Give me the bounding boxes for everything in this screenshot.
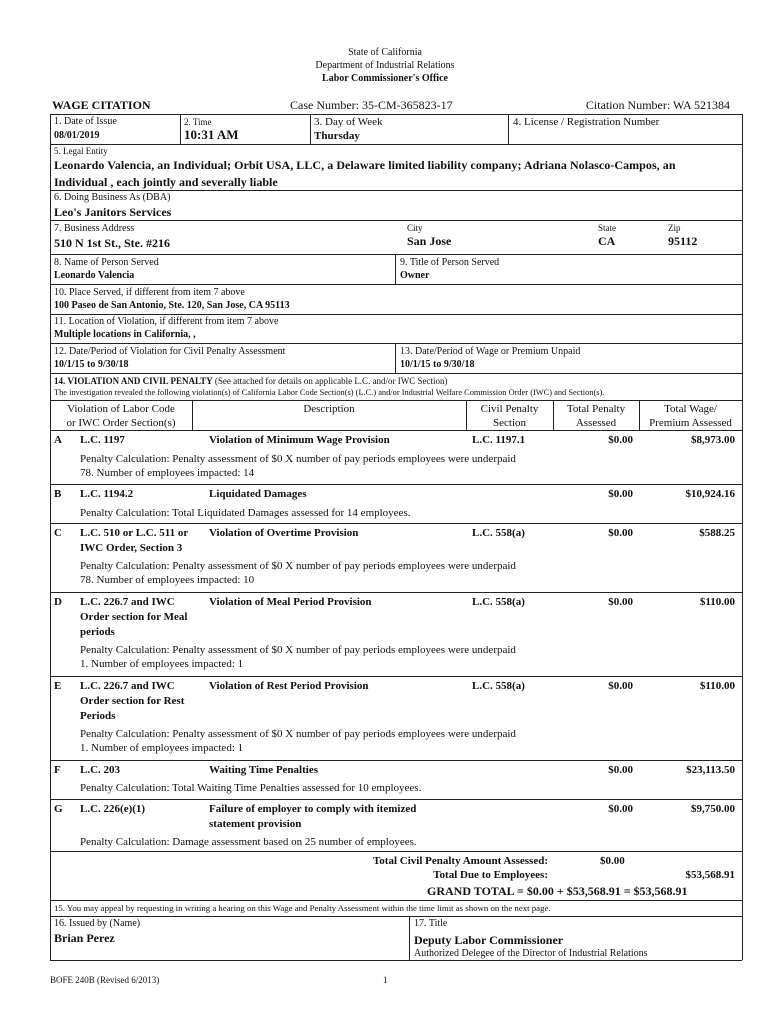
- violation-code: L.C. 1197: [80, 434, 125, 446]
- total-penalty: $0.00: [608, 680, 633, 692]
- penalty-calculation-detail: 1. Number of employees impacted: 1: [80, 742, 244, 754]
- title-label: 17. Title: [414, 918, 448, 929]
- legal-entity-line2: Individual , each jointly and severally liable: [54, 175, 278, 189]
- total-civil-penalty-value: $0.00: [600, 855, 625, 867]
- citation-number: Citation Number: WA 521384: [585, 98, 730, 112]
- violation-code: L.C. 1194.2: [80, 488, 134, 500]
- section14-subtext: The investigation revealed the following violation(s) of California Labor Code Section(s) (L.C.) and/or Industrial Welfare Commission Order (IWC) and Section(s).: [54, 388, 605, 397]
- penalty-calculation: Penalty Calculation: Penalty assessment of $0 X number of pay periods employees were underpaid: [80, 644, 516, 656]
- violation-letter: B: [54, 488, 62, 500]
- header-office: Labor Commissioner's Office: [322, 73, 448, 84]
- col-violation-header-2: or IWC Order Section(s): [66, 417, 176, 429]
- penalty-calculation-detail: 78. Number of employees impacted: 14: [80, 467, 255, 479]
- violation-code-line2: Order section for Rest: [80, 695, 185, 707]
- zip-value: 95112: [668, 234, 698, 248]
- violation-description: Violation of Minimum Wage Provision: [209, 434, 390, 446]
- violation-description: Violation of Rest Period Provision: [209, 680, 369, 692]
- total-penalty: $0.00: [608, 803, 633, 815]
- place-served-label: 10. Place Served, if different from item 7 above: [54, 287, 245, 298]
- business-address-value: 510 N 1st St., Ste. #216: [54, 236, 170, 250]
- total-wage: $23,113.50: [686, 764, 735, 776]
- col-wage-header-2: Premium Assessed: [649, 417, 732, 429]
- license-label: 4. License / Registration Number: [513, 116, 660, 128]
- civil-penalty-section: L.C. 558(a): [472, 527, 525, 539]
- total-penalty: $0.00: [608, 764, 633, 776]
- violation-code-line2: IWC Order, Section 3: [80, 542, 183, 554]
- total-wage: $9,750.00: [691, 803, 735, 815]
- total-due-employees-label: Total Due to Employees:: [433, 869, 548, 881]
- col-civil-header-1: Civil Penalty: [480, 403, 539, 415]
- total-wage: $8,973.00: [691, 434, 735, 446]
- title-value: Deputy Labor Commissioner: [414, 933, 564, 947]
- title-served-label: 9. Title of Person Served: [400, 257, 500, 268]
- violation-letter: D: [54, 596, 62, 608]
- col-description-header: Description: [303, 403, 355, 415]
- day-of-week-label: 3. Day of Week: [314, 116, 383, 128]
- grand-total: GRAND TOTAL = $0.00 + $53,568.91 = $53,568.91: [427, 884, 688, 898]
- business-address-label: 7. Business Address: [54, 223, 135, 234]
- col-total-header-2: Assessed: [575, 417, 617, 429]
- section14-heading-note: (See attached for details on applicable L.C. and/or IWC Section): [212, 376, 448, 386]
- violation-code: L.C. 226(e)(1): [80, 803, 146, 815]
- section14-heading: [54, 376, 448, 386]
- time-value: 10:31 AM: [184, 127, 239, 142]
- violation-code: L.C. 226.7 and IWC: [80, 680, 175, 692]
- violation-code: L.C. 510 or L.C. 511 or: [80, 527, 189, 539]
- form-id: BOFE 240B (Revised 6/2013): [50, 975, 160, 985]
- col-violation-header-1: Violation of Labor Code: [67, 403, 175, 415]
- wage-period-value: 10/1/15 to 9/30/18: [400, 359, 475, 370]
- dba-label: 6. Doing Business As (DBA): [54, 192, 171, 203]
- total-wage: $10,924.16: [685, 488, 735, 500]
- city-value: San Jose: [407, 234, 452, 248]
- appeal-notice: 15. You may appeal by requesting in writing a hearing on this Wage and Penalty Assessment within the time limit as shown on the next page.: [54, 903, 551, 913]
- city-label: City: [407, 223, 423, 233]
- penalty-calculation: Penalty Calculation: Penalty assessment of $0 X number of pay periods employees were underpaid: [80, 560, 516, 572]
- page-number: 1: [383, 975, 388, 985]
- civil-period-label: 12. Date/Period of Violation for Civil Penalty Assessment: [54, 346, 286, 357]
- legal-entity-label: 5. Legal Entity: [54, 146, 108, 156]
- violation-description-line2: statement provision: [209, 818, 302, 830]
- total-penalty: $0.00: [608, 527, 633, 539]
- violation-code-line3: Periods: [80, 710, 116, 722]
- total-wage: $588.25: [699, 527, 735, 539]
- issued-by-value: Brian Perez: [54, 931, 115, 945]
- violation-code: L.C. 203: [80, 764, 121, 776]
- violation-letter: G: [54, 803, 63, 815]
- total-penalty: $0.00: [608, 434, 633, 446]
- civil-penalty-section: L.C. 558(a): [472, 680, 525, 692]
- violation-description: Violation of Meal Period Provision: [209, 596, 372, 608]
- case-number: Case Number: 35-CM-365823-17: [290, 98, 453, 112]
- total-penalty: $0.00: [608, 596, 633, 608]
- violation-letter: E: [54, 680, 62, 692]
- header-department: Department of Industrial Relations: [315, 60, 455, 71]
- wage-citation-title: WAGE CITATION: [52, 98, 151, 112]
- penalty-calculation: Penalty Calculation: Total Liquidated Damages assessed for 14 employees.: [80, 507, 411, 519]
- civil-penalty-section: L.C. 558(a): [472, 596, 525, 608]
- date-of-issue-value: 08/01/2019: [54, 130, 100, 141]
- violation-description: Liquidated Damages: [209, 488, 307, 500]
- violation-letter: C: [54, 527, 62, 539]
- violation-letter: F: [54, 764, 61, 776]
- violation-code-line3: periods: [80, 626, 115, 638]
- state-value: CA: [598, 234, 616, 248]
- zip-label: Zip: [668, 223, 681, 233]
- col-wage-header-1: Total Wage/: [664, 403, 717, 415]
- penalty-calculation: Penalty Calculation: Damage assessment based on 25 number of employees.: [80, 836, 417, 848]
- violation-code: L.C. 226.7 and IWC: [80, 596, 175, 608]
- time-label: 2. Time: [184, 117, 212, 127]
- penalty-calculation-detail: 1. Number of employees impacted: 1: [80, 658, 244, 670]
- person-served-value: Leonardo Valencia: [54, 270, 135, 281]
- date-of-issue-label: 1. Date of Issue: [54, 116, 117, 127]
- state-label: State: [598, 223, 616, 233]
- civil-period-value: 10/1/15 to 9/30/18: [54, 359, 129, 370]
- violation-code-line2: Order section for Meal: [80, 611, 188, 623]
- civil-penalty-section: L.C. 1197.1: [472, 434, 526, 446]
- penalty-calculation: Penalty Calculation: Penalty assessment of $0 X number of pay periods employees were underpaid: [80, 453, 516, 465]
- violation-description: Waiting Time Penalties: [209, 764, 318, 776]
- total-penalty: $0.00: [608, 488, 633, 500]
- col-civil-header-2: Section: [493, 417, 526, 429]
- violation-letter: A: [54, 434, 62, 446]
- title-served-value: Owner: [400, 270, 430, 281]
- dba-value: Leo's Janitors Services: [54, 205, 172, 219]
- header-state: State of California: [348, 47, 422, 58]
- penalty-calculation: Penalty Calculation: Total Waiting Time Penalties assessed for 10 employees.: [80, 782, 422, 794]
- total-wage: $110.00: [699, 680, 735, 692]
- person-served-label: 8. Name of Person Served: [54, 257, 159, 268]
- place-served-value: 100 Paseo de San Antonio, Ste. 120, San Jose, CA 95113: [54, 300, 290, 311]
- penalty-calculation-detail: 78. Number of employees impacted: 10: [80, 574, 255, 586]
- title-subtext: Authorized Delegee of the Director of Industrial Relations: [414, 948, 648, 959]
- location-label: 11. Location of Violation, if different from item 7 above: [54, 316, 279, 327]
- total-wage: $110.00: [699, 596, 735, 608]
- section14-heading-bold: 14. VIOLATION AND CIVIL PENALTY: [54, 376, 213, 386]
- issued-by-label: 16. Issued by (Name): [54, 918, 141, 929]
- wage-period-label: 13. Date/Period of Wage or Premium Unpaid: [400, 346, 581, 357]
- day-of-week-value: Thursday: [314, 130, 360, 142]
- total-civil-penalty-label: Total Civil Penalty Amount Assessed:: [372, 855, 548, 867]
- legal-entity-line1: Leonardo Valencia, an Individual; Orbit USA, LLC, a Delaware limited liability company; Adriana Nolasco-Campos, an: [54, 158, 676, 172]
- total-due-employees-value: $53,568.91: [685, 869, 735, 881]
- penalty-calculation: Penalty Calculation: Penalty assessment of $0 X number of pay periods employees were underpaid: [80, 728, 516, 740]
- violation-description: Failure of employer to comply with itemized: [209, 803, 417, 815]
- location-value: Multiple locations in California, ,: [54, 329, 196, 340]
- col-total-header-1: Total Penalty: [566, 403, 626, 415]
- violation-description: Violation of Overtime Provision: [209, 527, 359, 539]
